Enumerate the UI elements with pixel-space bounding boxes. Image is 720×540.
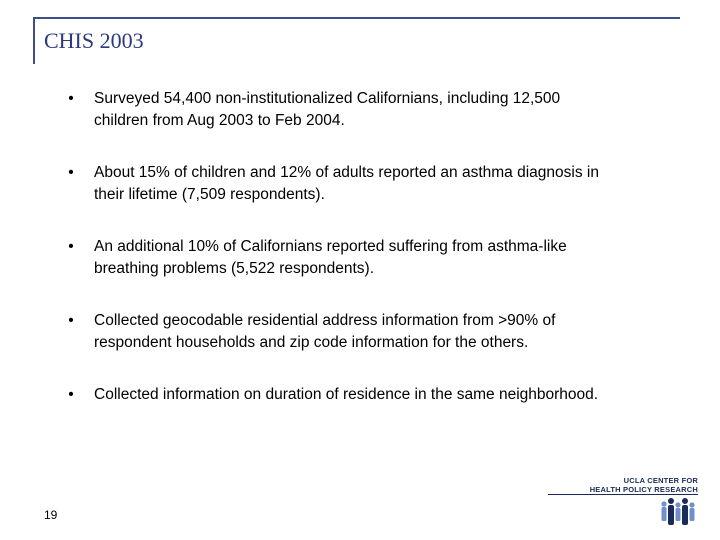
bullet-list xyxy=(58,88,618,436)
logo-line-1: UCLA CENTER FOR xyxy=(623,476,698,485)
bullet-item xyxy=(58,310,618,354)
bullet-text: An additional 10% of Californians reported suffering from asthma-like breathing problems (5,522 respondents). xyxy=(94,238,567,277)
bullet-text: Surveyed 54,400 non-institutionalized Californians, including 12,500 children from Aug 2003 to Feb 2004. xyxy=(94,90,561,129)
people-group-icon xyxy=(658,496,698,528)
bullet-text: Collected geocodable residential address information from >90% of respondent households and zip code information for the others. xyxy=(94,312,556,351)
bullet-item xyxy=(58,384,618,406)
bullet-dot-icon: • xyxy=(68,312,74,329)
logo-rule xyxy=(548,494,698,495)
bullet-dot-icon: • xyxy=(68,90,74,107)
bullet-dot-icon: • xyxy=(68,164,74,181)
page-number: 19 xyxy=(44,508,58,522)
bullet-item xyxy=(58,88,618,132)
slide-title: CHIS 2003 xyxy=(44,28,144,53)
ucla-logo xyxy=(548,474,698,530)
bullet-item xyxy=(58,162,618,206)
logo-line-2: HEALTH POLICY RESEARCH xyxy=(589,485,698,494)
bullet-item xyxy=(58,236,618,280)
bullet-dot-icon: • xyxy=(68,238,74,255)
slide-frame-left xyxy=(33,17,35,64)
bullet-text: About 15% of children and 12% of adults reported an asthma diagnosis in their lifetime (7,509 respondents). xyxy=(94,164,599,203)
slide-frame-top xyxy=(33,17,680,19)
bullet-text: Collected information on duration of residence in the same neighborhood. xyxy=(94,386,599,403)
bullet-dot-icon: • xyxy=(68,386,74,403)
